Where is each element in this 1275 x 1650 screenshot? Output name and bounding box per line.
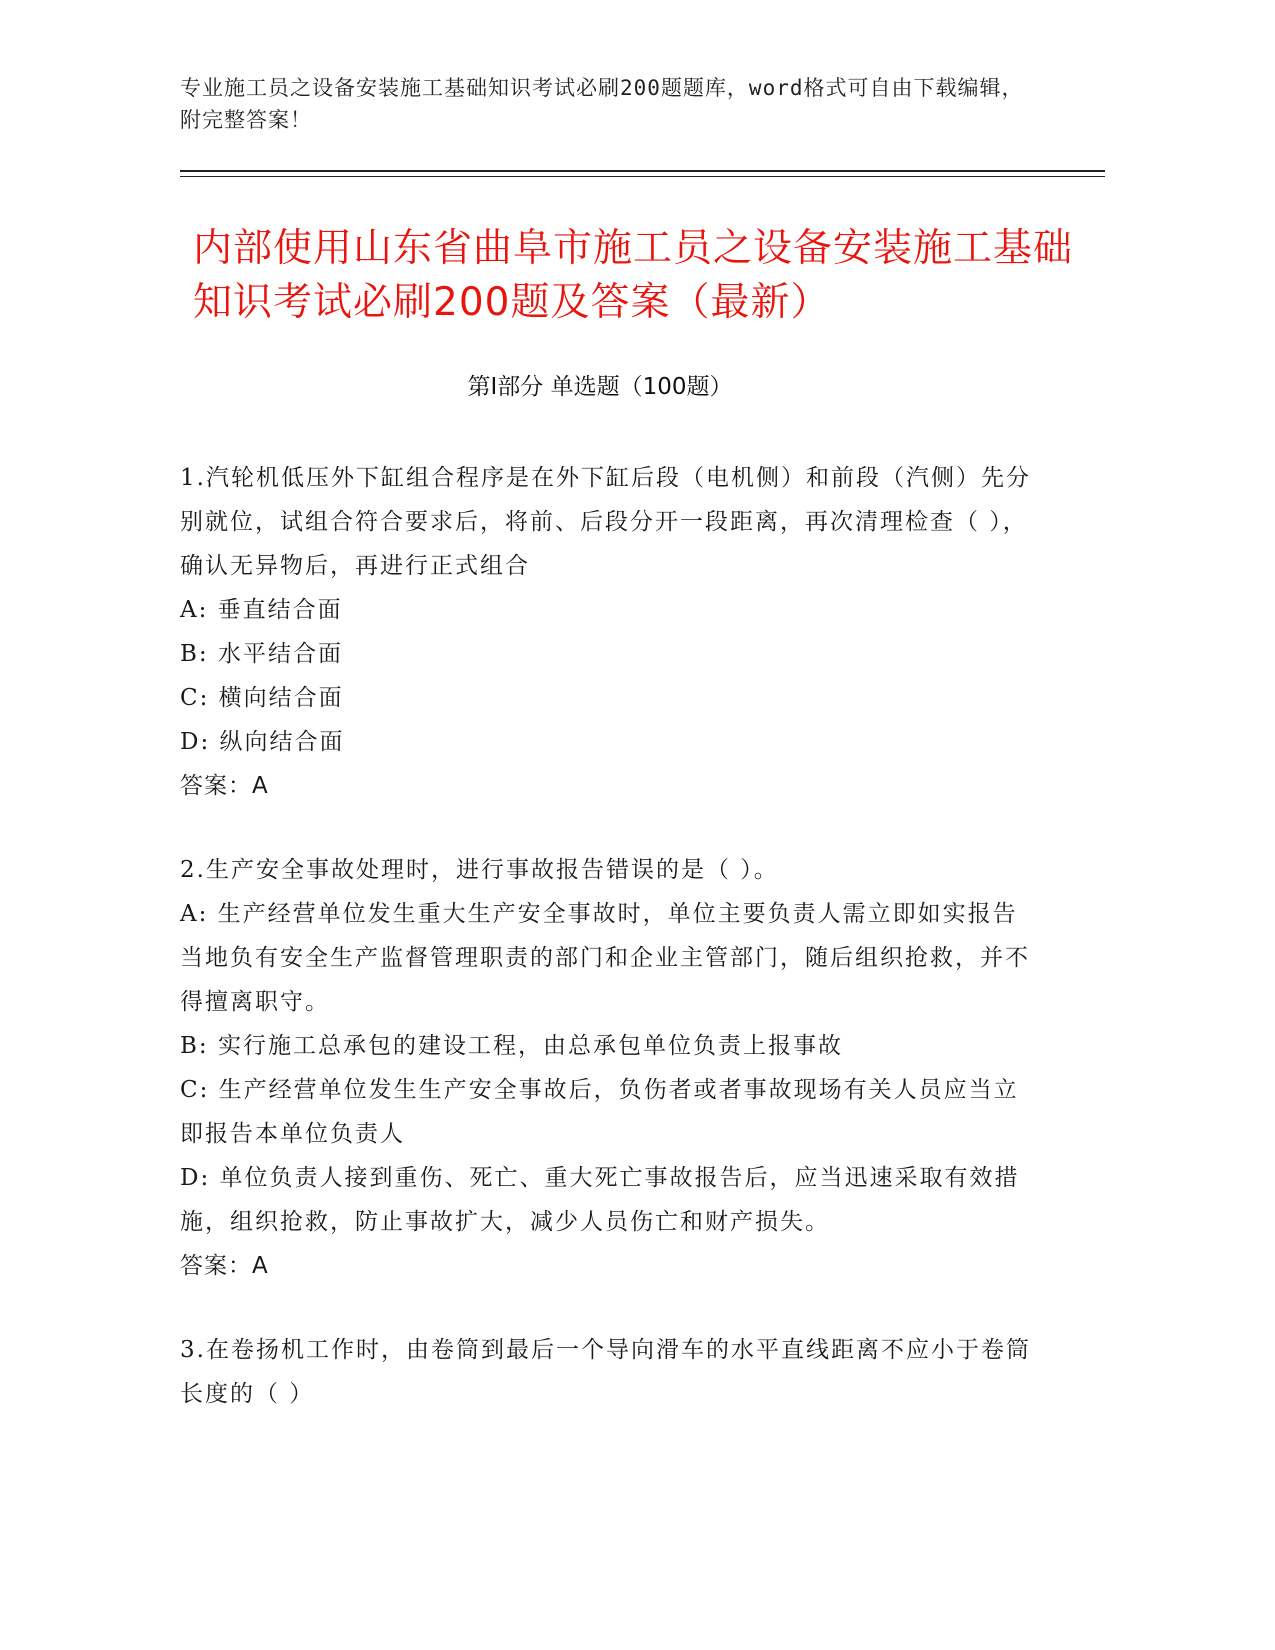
- option-c: C: 生产经营单位发生生产安全事故后，负伤者或者事故现场有关人员应当立即报告本单位负责人: [180, 1077, 1019, 1147]
- question-text: 1.汽轮机低压外下缸组合程序是在外下缸后段（电机侧）和前段（汽侧）先分别就位，试组合符合要求后，将前、后段分开一段距离，再次清理检查（ ），确认无异物后，再进行正式组合: [180, 465, 1031, 579]
- header-note: 专业施工员之设备安装施工基础知识考试必刷200题题库，word格式可自由下载编辑，附完整答案！: [180, 76, 1024, 132]
- question-2: [180, 848, 1040, 1288]
- answer: 答案：A: [180, 1253, 269, 1279]
- option-d: D: 纵向结合面: [180, 729, 345, 755]
- option-a: A: 垂直结合面: [180, 597, 343, 623]
- header-divider-thick: [180, 170, 1105, 172]
- document-title: 内部使用山东省曲阜市施工员之设备安装施工基础知识考试必刷200题及答案（最新）: [193, 226, 1074, 325]
- option-a: A: 生产经营单位发生重大生产安全事故时，单位主要负责人需立即如实报告当地负有安全生产监督管理职责的部门和企业主管部门，随后组织抢救，并不得擅离职守。: [180, 901, 1030, 1015]
- question-1: [180, 456, 1040, 808]
- section-heading: 第Ⅰ部分 单选题（100题）: [467, 374, 733, 400]
- header-divider-thin: [180, 176, 1105, 177]
- question-3: [180, 1328, 1040, 1416]
- option-b: B: 水平结合面: [180, 641, 343, 667]
- question-text: 2.生产安全事故处理时，进行事故报告错误的是（ ）。: [180, 857, 779, 883]
- question-text: 3.在卷扬机工作时，由卷筒到最后一个导向滑车的水平直线距离不应小于卷筒长度的（ ）: [180, 1337, 1031, 1407]
- answer: 答案：A: [180, 773, 269, 799]
- question-list: [180, 456, 1040, 1456]
- option-b: B: 实行施工总承包的建设工程，由总承包单位负责上报事故: [180, 1033, 843, 1059]
- option-c: C: 横向结合面: [180, 685, 344, 711]
- option-d: D: 单位负责人接到重伤、死亡、重大死亡事故报告后，应当迅速采取有效措施，组织抢救，防止事故扩大，减少人员伤亡和财产损失。: [180, 1165, 1020, 1235]
